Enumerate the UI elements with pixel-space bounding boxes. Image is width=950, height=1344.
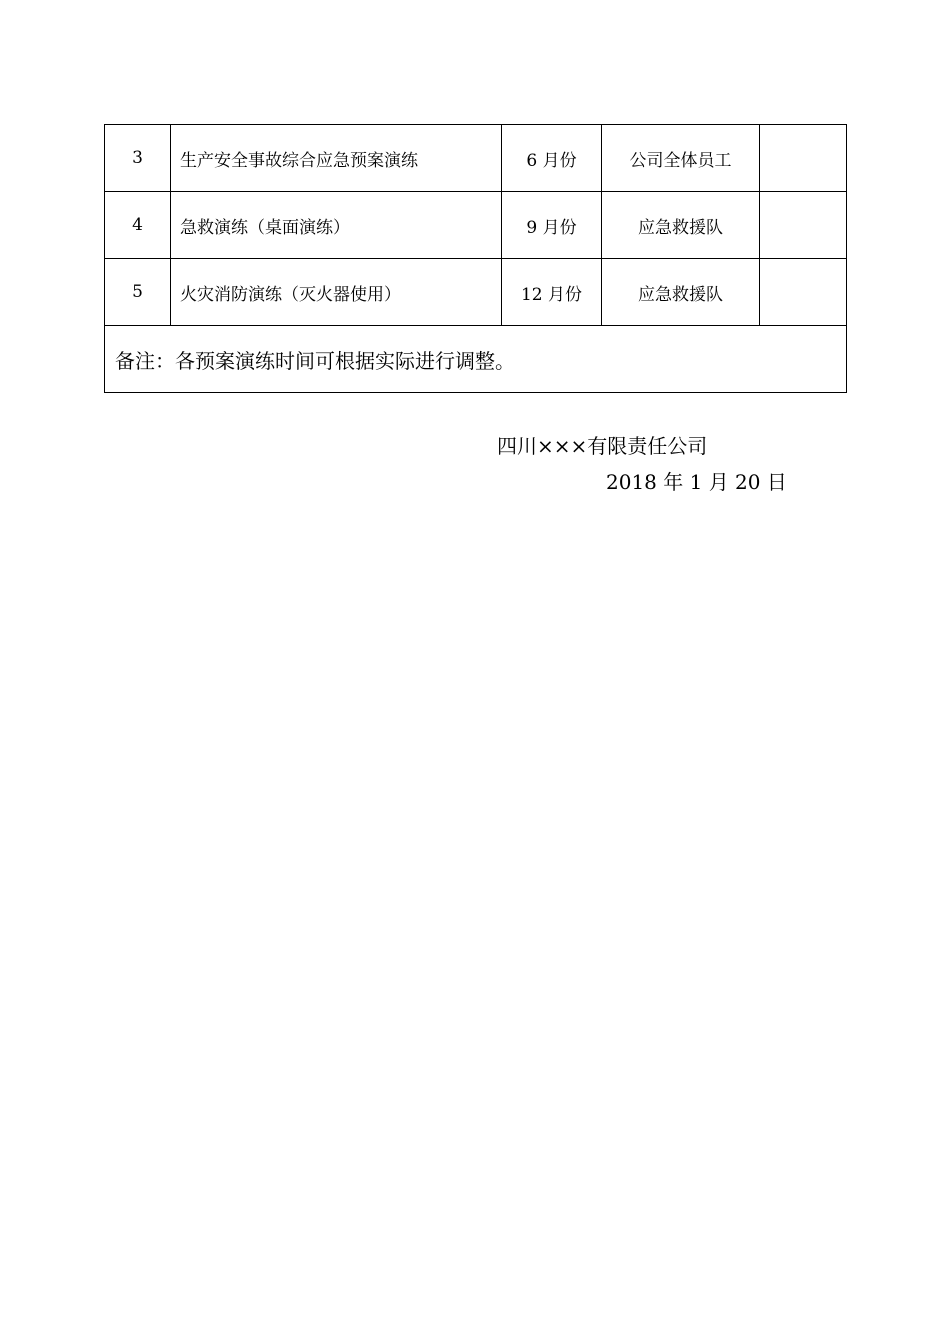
table-row	[105, 125, 847, 192]
drill-name: 急救演练（桌面演练）	[171, 192, 502, 259]
note-row	[105, 326, 847, 393]
drill-remark	[760, 125, 847, 192]
row-number: 3	[105, 125, 171, 192]
signature-date: 2018 年 1 月 20 日	[606, 470, 787, 494]
drill-month: 9 月份	[502, 192, 602, 259]
table-note: 备注：各预案演练时间可根据实际进行调整。	[105, 326, 847, 393]
drill-plan-table	[104, 124, 847, 393]
drill-remark	[760, 192, 847, 259]
drill-name: 火灾消防演练（灭火器使用）	[171, 259, 502, 326]
row-number: 5	[105, 259, 171, 326]
signature-company: 四川×××有限责任公司	[497, 434, 708, 458]
drill-month: 12 月份	[502, 259, 602, 326]
row-number: 4	[105, 192, 171, 259]
drill-participants: 应急救援队	[602, 259, 760, 326]
table-row	[105, 192, 847, 259]
drill-participants: 公司全体员工	[602, 125, 760, 192]
drill-month: 6 月份	[502, 125, 602, 192]
drill-name: 生产安全事故综合应急预案演练	[171, 125, 502, 192]
table-row	[105, 259, 847, 326]
drill-participants: 应急救援队	[602, 192, 760, 259]
drill-remark	[760, 259, 847, 326]
